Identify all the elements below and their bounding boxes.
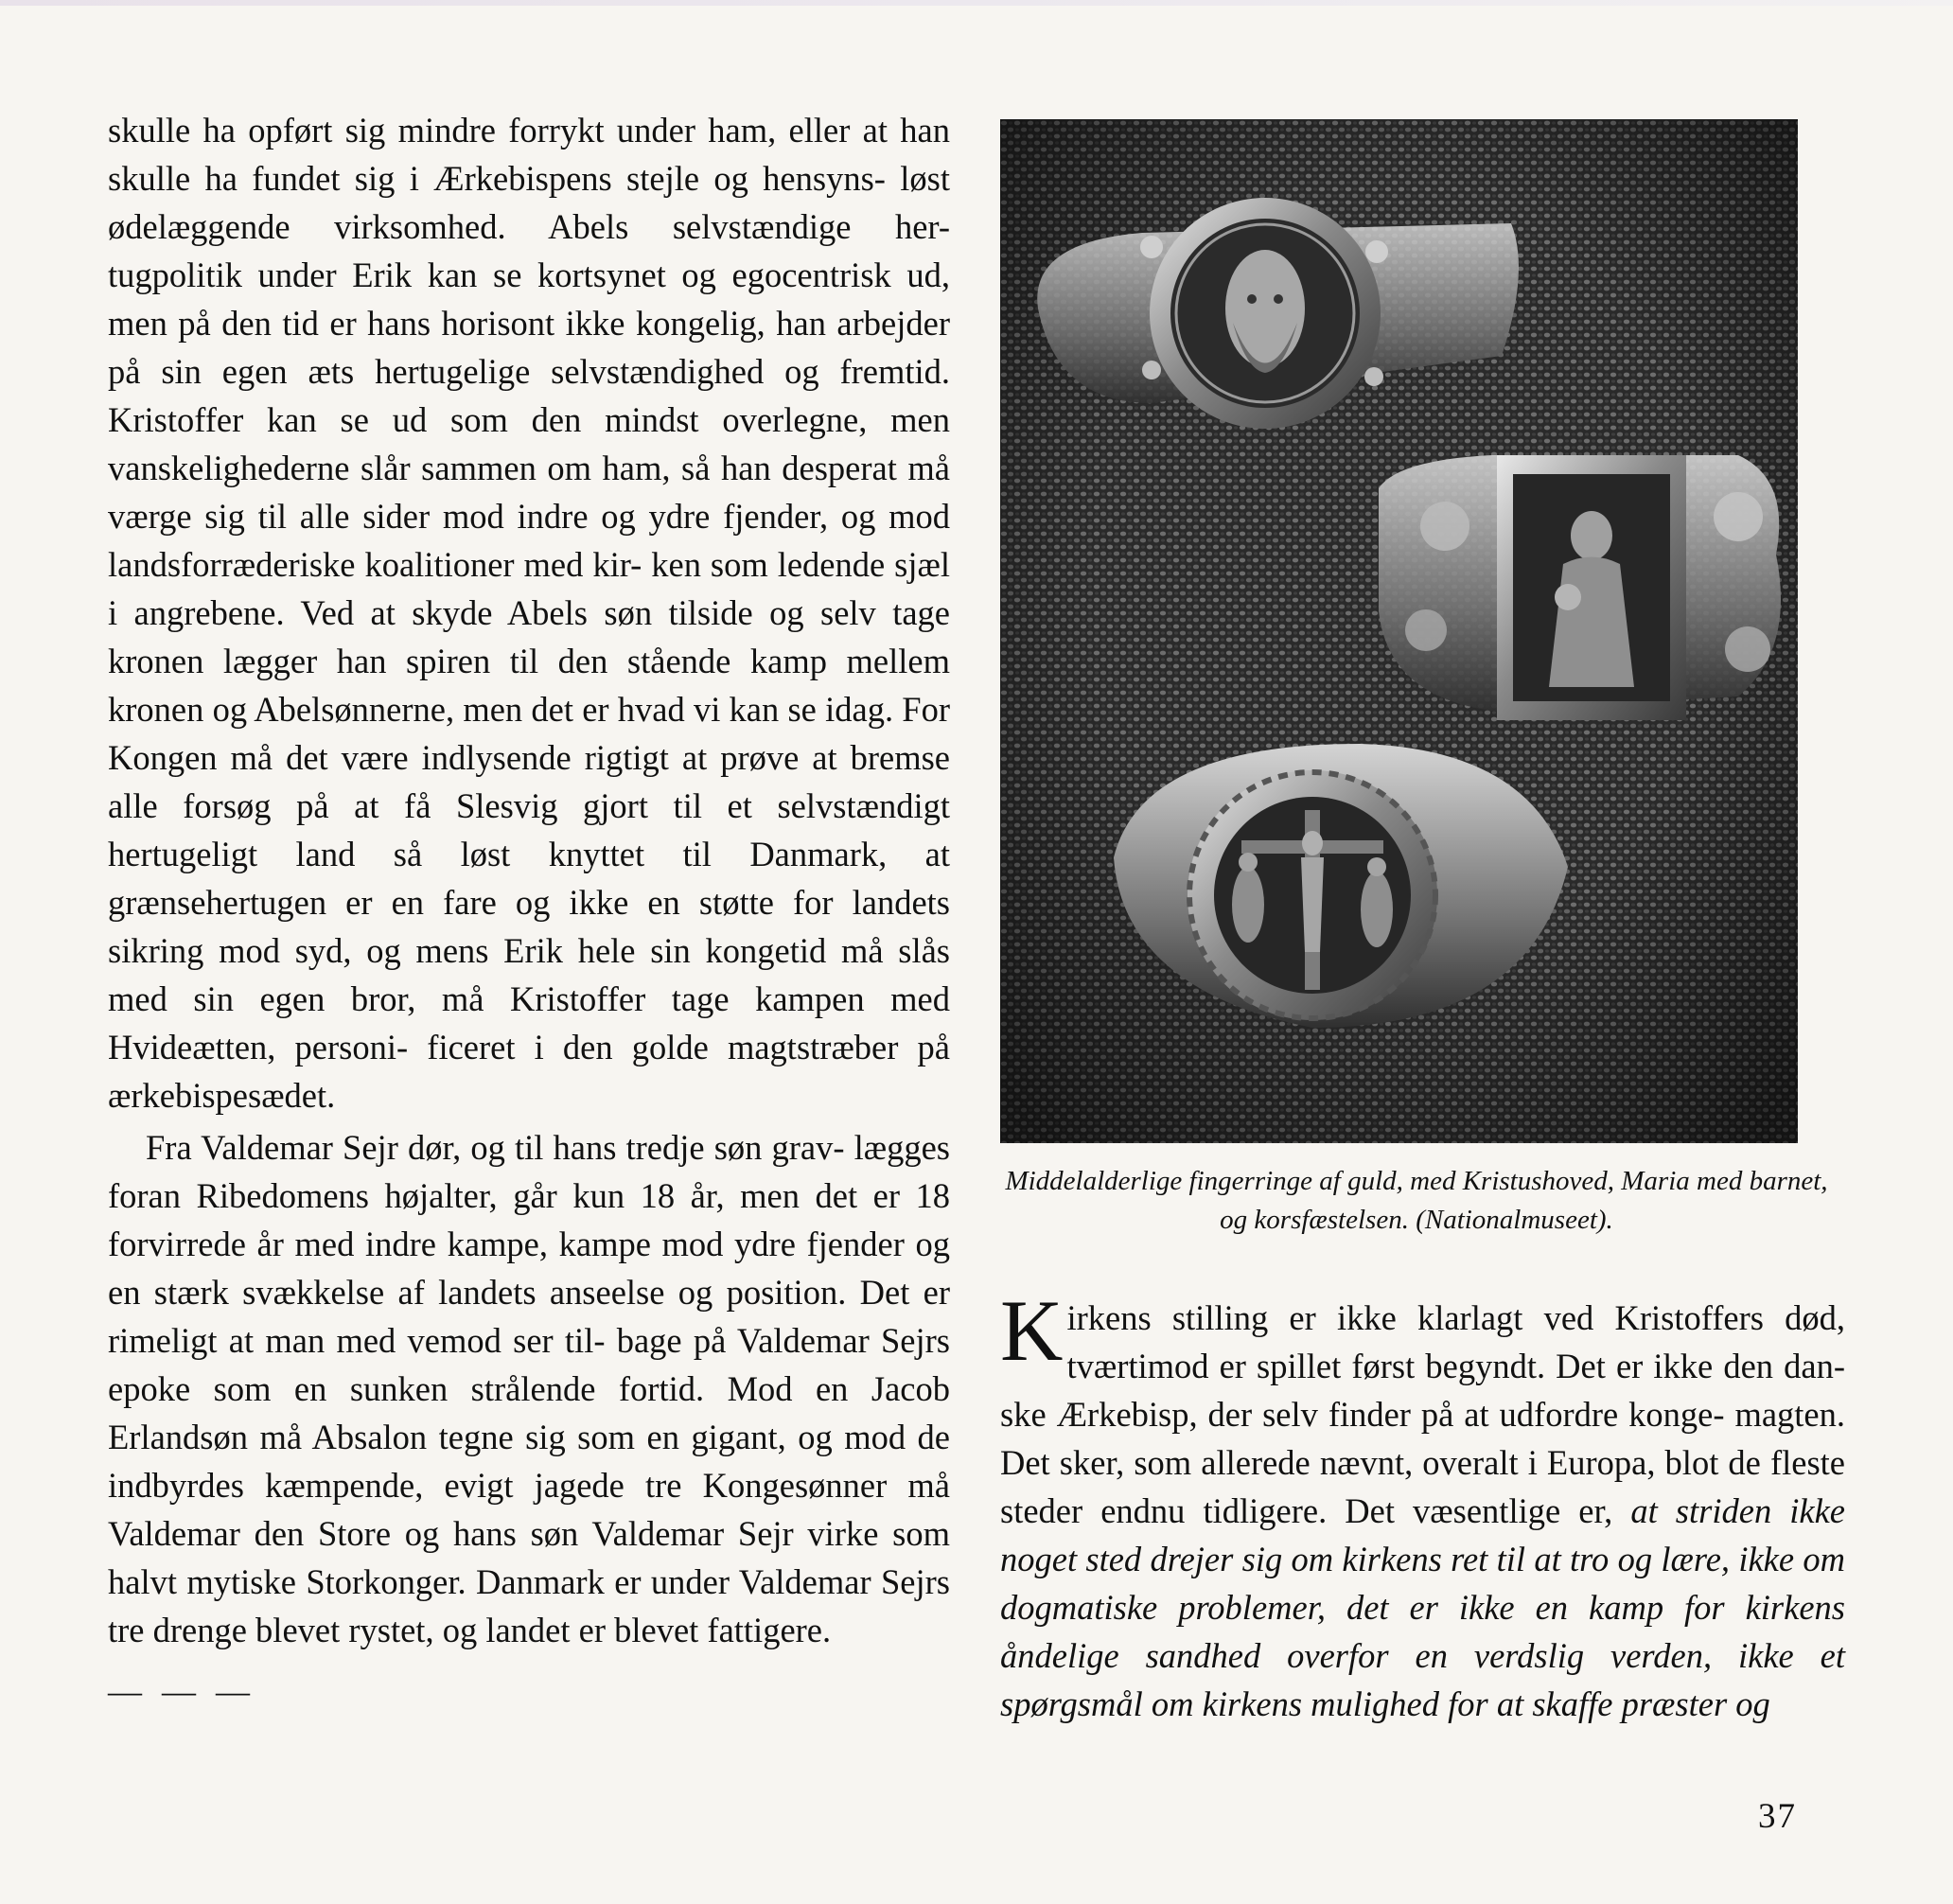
rings-photo-illustration: [1000, 119, 1798, 1143]
left-paragraph-2: Fra Valdemar Sejr dør, og til hans tredje søn grav- lægges foran Ribedomens højalter, går kun 18 år, men det er 18 forvirrede år med indre kampe, kampe mod ydre fjender og en stærk svækkelse af landets anseelse og position. Det er rimeligt at man med vemod ser til- bage på Valdemar Sejrs epoke som en sunken strålende fortid. Mod en Jacob Erlandsøn må Absalon tegne sig som en gigant, og mod de indbyrdes kæmpende, evigt jagede tre Kongesønner må Valdemar den Store og hans søn Valdemar Sejr virke som halvt mytiske Storkonger. Danmark er under Valdemar Sejrs tre drenge blevet rystet, og landet er blevet fattigere.: [108, 1128, 950, 1649]
right-text-column: [1000, 1282, 1845, 1728]
right-paragraph: [1000, 1282, 1845, 1728]
page-top-edge: [0, 0, 1953, 6]
left-text-column: [108, 106, 950, 1716]
right-italic-text: at striden ikke noget sted drejer sig om kirkens ret til at tro og lære, ikke om dogmatiske problemer, det er ikke en kamp for kirkens åndelige sandhed overfor en verdslig verden, ikke et spørgsmål om kirkens mulighed for at skaffe præster og: [1000, 1491, 1845, 1723]
right-intro-text: irkens stilling er ikke klarlagt ved Kristoffers død, tværtimod er spillet først begyndt. Det er ikke den dan- ske Ærkebisp, der selv finder på at udfordre konge- magten. Det sker, som allerede nævnt, overalt i Europa, blot de fleste steder endnu tidligere. Det væsentlige er,: [1000, 1298, 1845, 1530]
page-number: 37: [1758, 1797, 1797, 1836]
rings-photograph: [1000, 119, 1798, 1143]
drop-cap: K: [1000, 1282, 1064, 1379]
section-divider: — — —: [108, 1672, 255, 1710]
left-paragraph-1: skulle ha opført sig mindre forrykt under ham, eller at han skulle ha fundet sig i Ærkebispens stejle og hensyns- løst ødelæggende virksomhed. Abels selvstændige her- tugpolitik under Erik kan se kortsynet og egocentrisk ud, men på den tid er hans horisont ikke kongelig, han arbejder på sin egen æts hertugelige selvstændighed og fremtid. Kristoffer kan se ud som den mindst overlegne, men vanskelighederne slår sammen om ham, så han desperat må værge sig til alle sider mod indre og ydre fjender, og mod landsforræderiske koalitioner med kir- ken som ledende sjæl i angrebene. Ved at skyde Abels søn tilside og selv tage kronen lægger han spiren til den stående kamp mellem kronen og Abelsønnerne, men det er hvad vi kan se idag. For Kongen må det være indlysende rigtigt at prøve at bremse alle forsøg på at få Slesvig gjort til et selvstændigt hertugeligt land så løst knyttet til Danmark, at grænsehertugen er en fare og ikke en støtte for landets sikring mod syd, og mens Erik hele sin kongetid må slås med sin egen bror, må Kristoffer tage kampen med Hvideætten, personi- ficeret i den golde magtstræber på ærkebispesædet.: [108, 111, 950, 1115]
ring-madonna-and-child: [1379, 455, 1781, 720]
figure-caption: Middelalderlige fingerringe af guld, med Kristushoved, Maria med barnet, og korsfæstelsen. (Nationalmuseet).: [1005, 1166, 1828, 1235]
